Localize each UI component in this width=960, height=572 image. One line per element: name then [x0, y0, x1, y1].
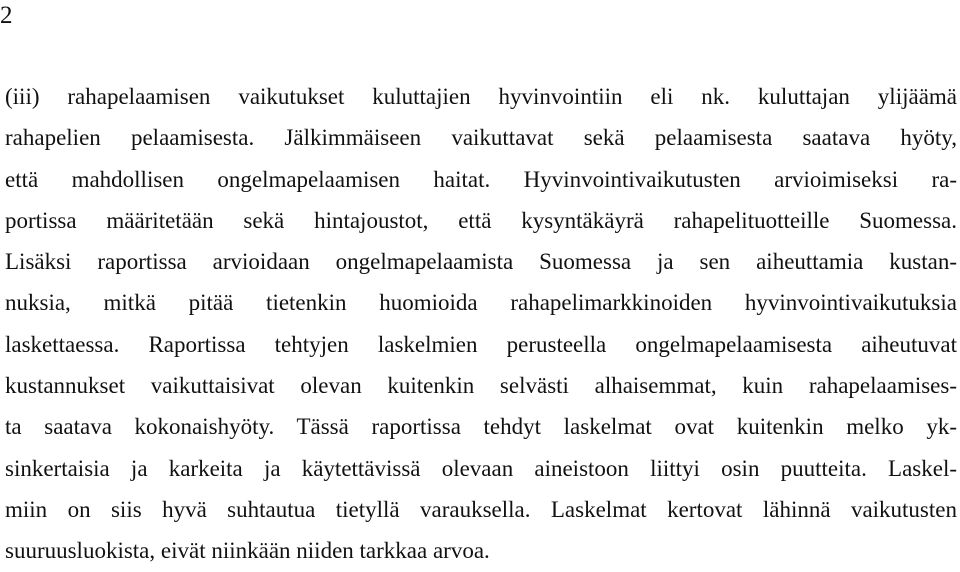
paragraph-line: että mahdollisen ongelmapelaamisen haitat. Hyvinvointivaikutusten arvioimiseksi ra-: [5, 166, 957, 192]
paragraph-line: rahapelien pelaamisesta. Jälkimmäiseen vaikuttavat sekä pelaamisesta saatava hyöty,: [5, 125, 957, 151]
paragraph-line: miin on siis hyvä suhtautua tietyllä varauksella. Laskelmat kertovat lähinnä vaikutusten: [5, 496, 957, 522]
paragraph-line: ta saatava kokonaishyöty. Tässä raportissa tehdyt laskelmat ovat kuitenkin melko yk-: [5, 414, 957, 440]
page-number: 2: [0, 2, 13, 29]
body-paragraph: [5, 76, 957, 572]
paragraph-line: suuruusluokista, eivät niinkään niiden tarkkaa arvoa.: [5, 538, 490, 564]
paragraph-line: sinkertaisia ja karkeita ja käytettävissä olevaan aineistoon liittyi osin puutteita. Laskel-: [5, 455, 957, 481]
paragraph-line: laskettaessa. Raportissa tehtyjen laskelmien perusteella ongelmapelaamisesta aiheutuvat: [5, 331, 957, 357]
paragraph-line: nuksia, mitkä pitää tietenkin huomioida rahapelimarkkinoiden hyvinvointivaikutuksia: [5, 290, 957, 316]
paragraph-line: portissa määritetään sekä hintajoustot, että kysyntäkäyrä rahapelituotteille Suomessa.: [5, 207, 957, 233]
paragraph-line: (iii) rahapelaamisen vaikutukset kuluttajien hyvinvointiin eli nk. kuluttajan ylijäämä: [5, 84, 957, 109]
paragraph-line: Lisäksi raportissa arvioidaan ongelmapelaamista Suomessa ja sen aiheuttamia kustan-: [5, 249, 957, 275]
paragraph-line: kustannukset vaikuttaisivat olevan kuitenkin selvästi alhaisemmat, kuin rahapelaamises-: [5, 373, 957, 399]
